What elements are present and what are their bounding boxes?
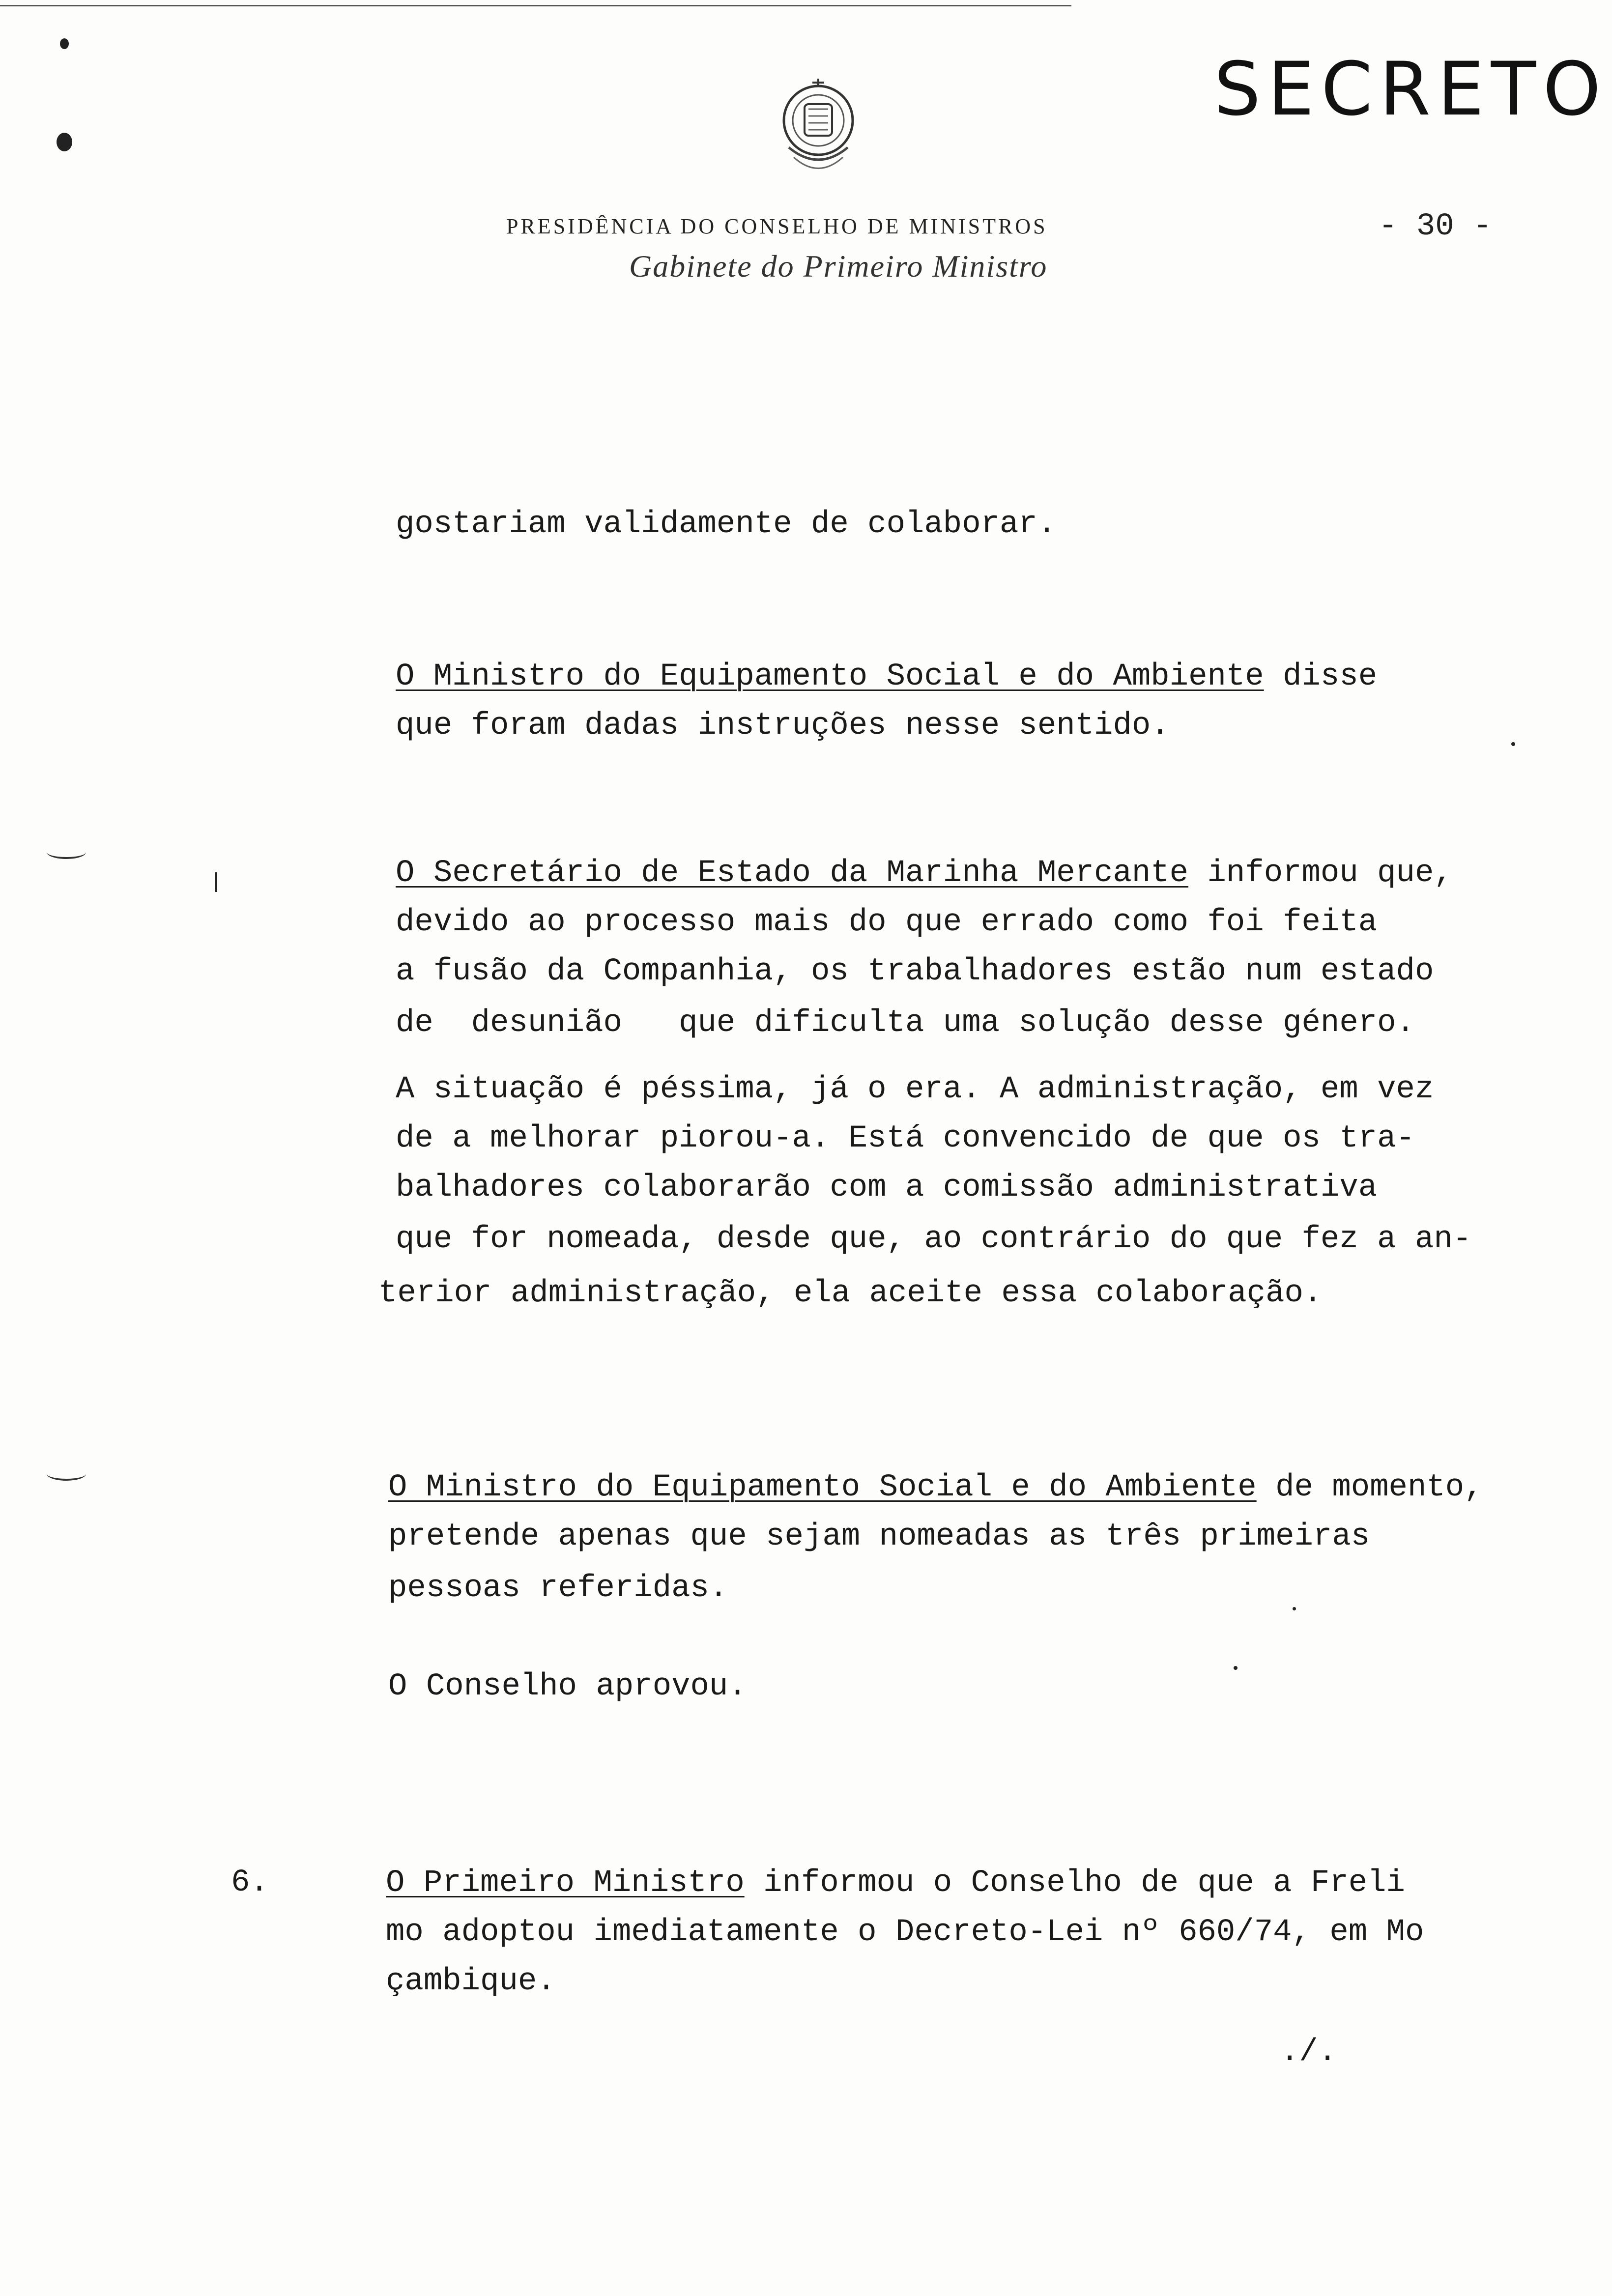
body-line: gostariam validamente de colaborar. <box>396 507 1057 542</box>
body-line <box>386 1867 1405 1899</box>
item-number: 6. <box>231 1865 269 1900</box>
body-line: A situação é péssima, já o era. A administração, em vez <box>396 1072 1434 1107</box>
speaker-name: O Primeiro Ministro <box>386 1866 745 1901</box>
body-line: de desunião que dificulta uma solução desse género. <box>396 1005 1415 1041</box>
margin-arc <box>47 1467 86 1481</box>
margin-mark <box>60 38 69 49</box>
body-line-text: informou o Conselho de que a Freli <box>744 1866 1405 1901</box>
header-office: Gabinete do Primeiro Ministro <box>629 249 1048 284</box>
body-line: de a melhorar piorou-a. Está convencido de que os tra- <box>396 1121 1415 1156</box>
body-line: çambique. <box>386 1964 556 1999</box>
body-line <box>388 1472 1483 1503</box>
classification-stamp: SECRETO <box>1214 47 1608 132</box>
body-line: que foram dadas instruções nesse sentido. <box>396 708 1170 744</box>
header-organization: PRESIDÊNCIA DO CONSELHO DE MINISTROS <box>506 214 1048 238</box>
speck <box>1511 742 1515 746</box>
body-line: devido ao processo mais do que errado como foi feita <box>396 905 1378 940</box>
body-line: O Conselho aprovou. <box>388 1669 747 1704</box>
coat-of-arms-seal <box>759 74 877 192</box>
body-line: balhadores colaborarão com a comissão administrativa <box>396 1170 1378 1205</box>
continuation-mark: ./. <box>1280 2035 1337 2070</box>
body-line: terior administração, ela aceite essa colaboração. <box>378 1276 1323 1311</box>
body-line <box>396 858 1453 889</box>
speaker-name: O Ministro do Equipamento Social e do Ambiente <box>388 1470 1257 1505</box>
body-line-text: disse <box>1264 659 1378 694</box>
body-line: pessoas referidas. <box>388 1571 728 1606</box>
margin-arc <box>47 845 86 859</box>
body-line-text: de momento, <box>1256 1470 1483 1505</box>
speaker-name: O Secretário de Estado da Marinha Mercante <box>396 856 1189 891</box>
margin-stroke <box>215 872 217 892</box>
body-line: a fusão da Companhia, os trabalhadores estão num estado <box>396 954 1434 989</box>
speaker-name: O Ministro do Equipamento Social e do Ambiente <box>396 659 1264 694</box>
body-line <box>396 661 1377 692</box>
speck <box>1234 1666 1238 1670</box>
body-line: pretende apenas que sejam nomeadas as três primeiras <box>388 1519 1370 1554</box>
top-rule <box>0 5 1071 6</box>
body-line-text: informou que, <box>1188 856 1453 891</box>
body-line: mo adoptou imediatamente o Decreto-Lei nº 660/74, em Mo <box>386 1915 1424 1950</box>
speck <box>1293 1607 1296 1610</box>
page-number: - 30 - <box>1379 209 1492 244</box>
body-line: que for nomeada, desde que, ao contrário do que fez a an- <box>396 1222 1472 1257</box>
margin-mark <box>57 133 72 151</box>
